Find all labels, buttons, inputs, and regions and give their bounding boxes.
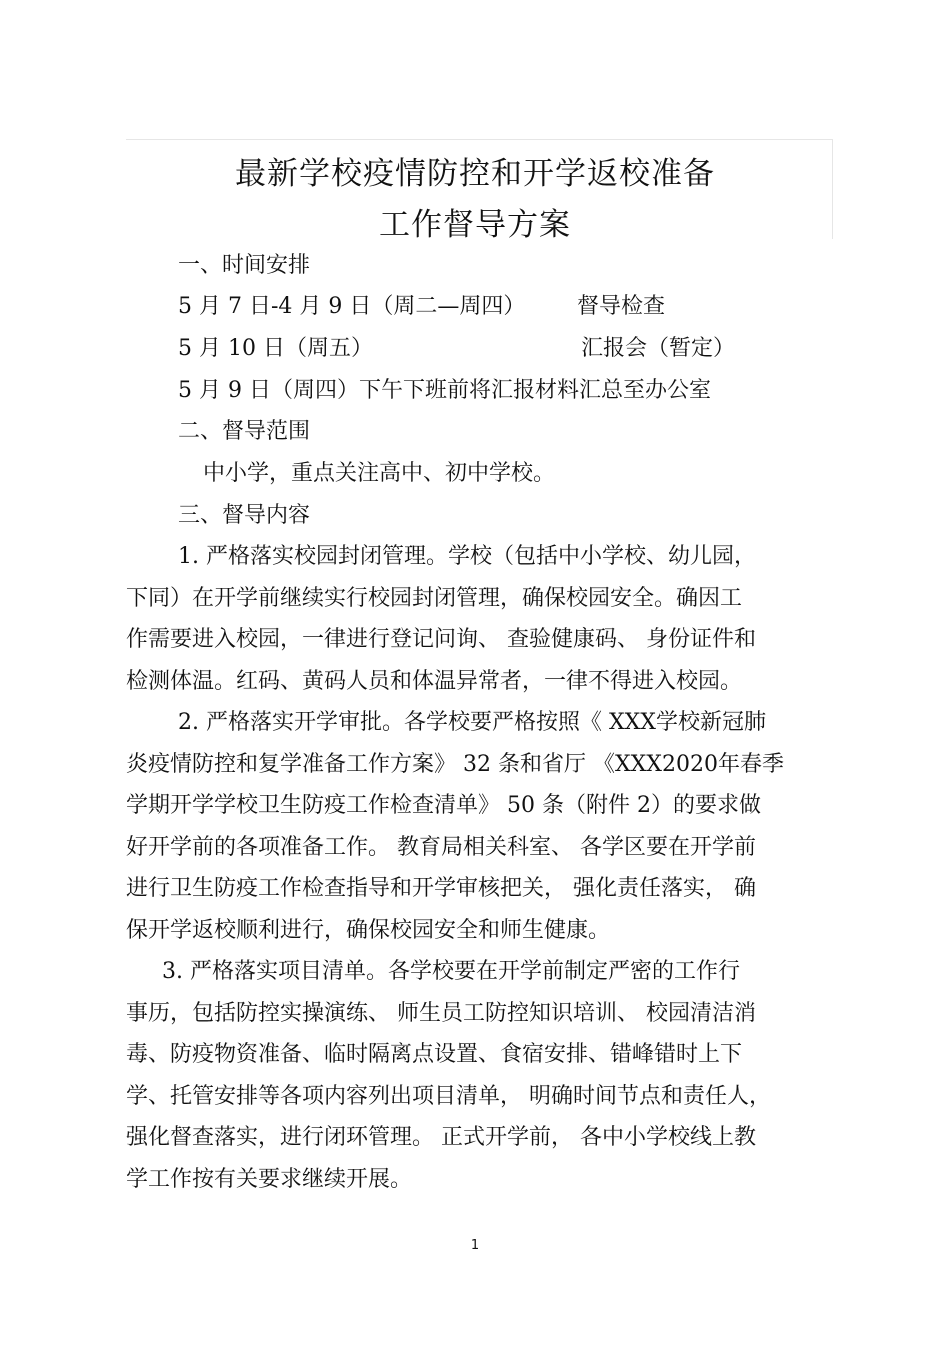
paragraph2-line: 炎疫情防控和复学准备工作方案》 32 条和省厅 《XXX2020年春季 — [126, 752, 784, 777]
paragraph2-line: 保开学返校顺利进行，确保校园安全和师生健康。 — [126, 918, 611, 943]
page-number: 1 — [470, 1238, 480, 1253]
paragraph3-line: 毒、防疫物资准备、临时隔离点设置、食宿安排、错峰错时上下 — [126, 1042, 743, 1067]
schedule-row2-event: 汇报会（暂定） — [581, 336, 736, 361]
section1-heading: 一、时间安排 — [178, 253, 311, 278]
paragraph1-line: 作需要进入校园，一律进行登记问询、 查验健康码、 身份证件和 — [126, 627, 756, 652]
paragraph2-line: 2. 严格落实开学审批。各学校要严格按照《 XXX学校新冠肺 — [178, 710, 766, 735]
section2-heading: 二、督导范围 — [178, 419, 311, 444]
section3-heading: 三、督导内容 — [178, 503, 311, 528]
page-border-top — [126, 139, 832, 140]
paragraph3-line: 学、托管安排等各项内容列出项目清单， 明确时间节点和责任人， — [126, 1084, 771, 1109]
schedule-row1-date: 5 月 7 日-4 月 9 日（周二—周四） — [178, 294, 526, 319]
paragraph2-line: 好开学前的各项准备工作。 教育局相关科室、 各学区要在开学前 — [126, 835, 756, 860]
paragraph3-line: 3. 严格落实项目清单。各学校要在开学前制定严密的工作行 — [162, 959, 740, 984]
schedule-row3: 5 月 9 日（周四）下午下班前将汇报材料汇总至办公室 — [178, 378, 711, 403]
paragraph3-line: 事历，包括防控实操演练、 师生员工防控知识培训、 校园清洁消 — [126, 1001, 756, 1026]
schedule-row1-event: 督导检查 — [577, 294, 666, 319]
paragraph1-line: 检测体温。红码、黄码人员和体温异常者，一律不得进入校园。 — [126, 669, 743, 694]
paragraph2-line: 学期开学学校卫生防疫工作检查清单》 50 条（附件 2）的要求做 — [126, 793, 761, 818]
paragraph3-line: 强化督查落实，进行闭环管理。 正式开学前， 各中小学校线上教 — [126, 1125, 756, 1150]
document-title-line2: 工作督导方案 — [379, 207, 571, 243]
schedule-row2-date: 5 月 10 日（周五） — [178, 336, 373, 361]
paragraph2-line: 进行卫生防疫工作检查指导和开学审核把关， 强化责任落实， 确 — [126, 876, 756, 901]
section2-text: 中小学，重点关注高中、初中学校。 — [203, 461, 556, 486]
paragraph3-line: 学工作按有关要求继续开展。 — [126, 1167, 413, 1192]
document-title-line1: 最新学校疫情防控和开学返校准备 — [235, 156, 715, 192]
paragraph1-line: 1. 严格落实校园封闭管理。学校（包括中小学校、幼儿园， — [178, 544, 756, 569]
paragraph1-line: 下同）在开学前继续实行校园封闭管理，确保校园安全。确因工 — [126, 586, 743, 611]
